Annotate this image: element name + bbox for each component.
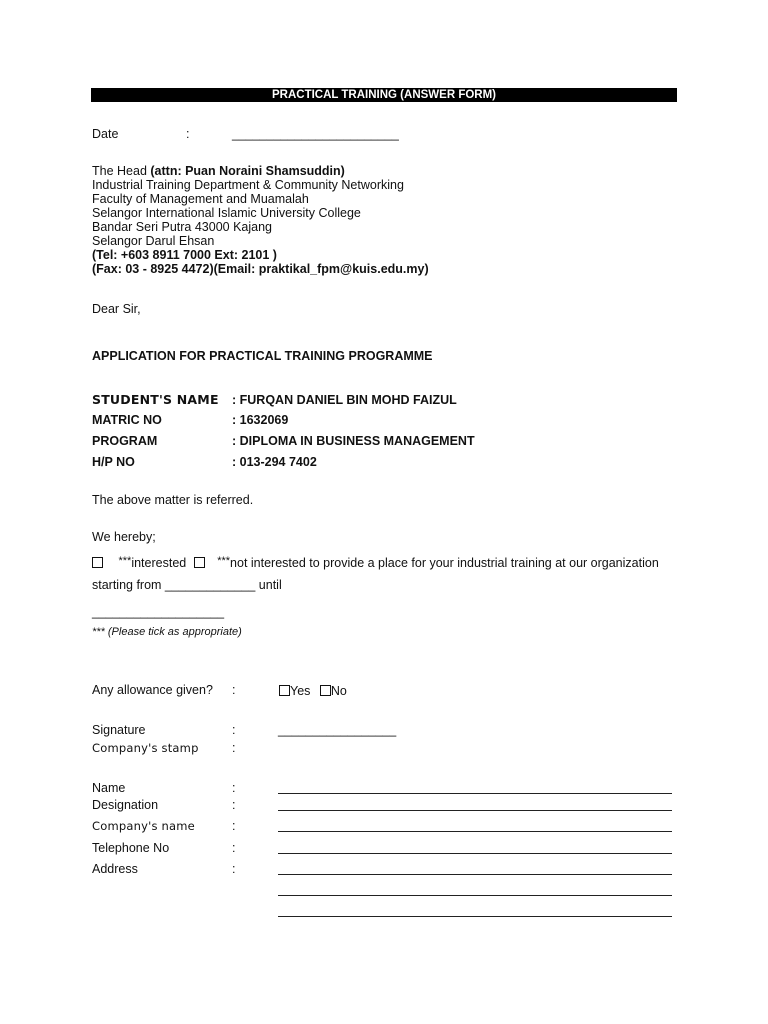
head-prefix: The Head [92, 164, 151, 178]
company-name-colon: : [232, 819, 236, 833]
allowance-colon: : [232, 683, 236, 697]
date-field: ________________________ [232, 127, 399, 141]
interested-label: interested [131, 556, 187, 570]
student-name-label: STUDENT'S NAME [92, 392, 219, 407]
tick-note: *** (Please tick as appropriate) [92, 626, 242, 638]
signature-label: Signature [92, 723, 146, 737]
starting-from-text: starting from _____________ until [92, 578, 282, 592]
allowance-no-checkbox[interactable] [320, 685, 331, 696]
address-label: Address [92, 862, 138, 876]
name-input-line[interactable] [278, 793, 672, 794]
date-label: Date [92, 127, 119, 141]
address-line-2: Faculty of Management and Muamalah [92, 192, 309, 206]
telephone-colon: : [232, 841, 236, 855]
name-label: Name [92, 781, 126, 795]
address-tel: (Tel: +603 8911 7000 Ext: 2101 ) [92, 248, 277, 262]
not-interested-checkbox[interactable] [194, 557, 205, 568]
recipient-address [92, 164, 429, 276]
stamp-label: Company's stamp [92, 741, 199, 755]
telephone-label: Telephone No [92, 841, 170, 855]
page-title: PRACTICAL TRAINING (ANSWER FORM) [91, 88, 677, 102]
stamp-colon: : [232, 741, 236, 755]
stars-1: *** [118, 555, 132, 567]
program-value: : DIPLOMA IN BUSINESS MANAGEMENT [232, 434, 475, 448]
address-fax: (Fax: 03 - 8925 4472)(Email: praktikal_fpm@kuis.edu.my) [92, 262, 429, 276]
company-name-input-line[interactable] [278, 831, 672, 832]
address-line-4: Bandar Seri Putra 43000 Kajang [92, 220, 272, 234]
address-line-5: Selangor Darul Ehsan [92, 234, 215, 248]
address-input-line-3[interactable] [278, 916, 672, 917]
subject-heading: APPLICATION FOR PRACTICAL TRAINING PROGRAMME [92, 349, 433, 363]
salutation: Dear Sir, [92, 302, 141, 316]
signature-colon: : [232, 723, 236, 737]
address-colon: : [232, 862, 236, 876]
allowance-no-label: No [330, 684, 347, 698]
matric-label: MATRIC NO [92, 413, 162, 427]
address-line-1: Industrial Training Department & Community Networking [92, 178, 404, 192]
company-name-label: Company's name [92, 819, 195, 833]
not-interested-label: not interested to provide a place for your industrial training at our organization [230, 556, 659, 570]
hp-label: H/P NO [92, 455, 135, 469]
allowance-options [279, 684, 347, 698]
date-colon: : [186, 127, 190, 141]
allowance-label: Any allowance given? [92, 683, 213, 697]
telephone-input-line[interactable] [278, 853, 672, 854]
designation-input-line[interactable] [278, 810, 672, 811]
head-attn: (attn: Puan Noraini Shamsuddin) [150, 164, 345, 178]
allowance-yes-label: Yes [290, 684, 311, 698]
hereby-text: We hereby; [92, 530, 156, 544]
interest-choice-line [92, 555, 659, 570]
referred-text: The above matter is referred. [92, 493, 254, 507]
address-line-3: Selangor International Islamic University College [92, 206, 361, 220]
signature-field: _________________ [278, 723, 397, 737]
matric-value: : 1632069 [232, 413, 289, 427]
stars-2: *** [217, 555, 231, 567]
interested-checkbox[interactable] [92, 557, 103, 568]
designation-colon: : [232, 798, 236, 812]
student-name-value: : FURQAN DANIEL BIN MOHD FAIZUL [232, 393, 457, 407]
name-colon: : [232, 781, 236, 795]
program-label: PROGRAM [92, 434, 158, 448]
address-input-line-2[interactable] [278, 895, 672, 896]
designation-label: Designation [92, 798, 159, 812]
address-input-line-1[interactable] [278, 874, 672, 875]
allowance-yes-checkbox[interactable] [279, 685, 290, 696]
until-field: ___________________ [92, 605, 225, 619]
hp-value: : 013-294 7402 [232, 455, 317, 469]
